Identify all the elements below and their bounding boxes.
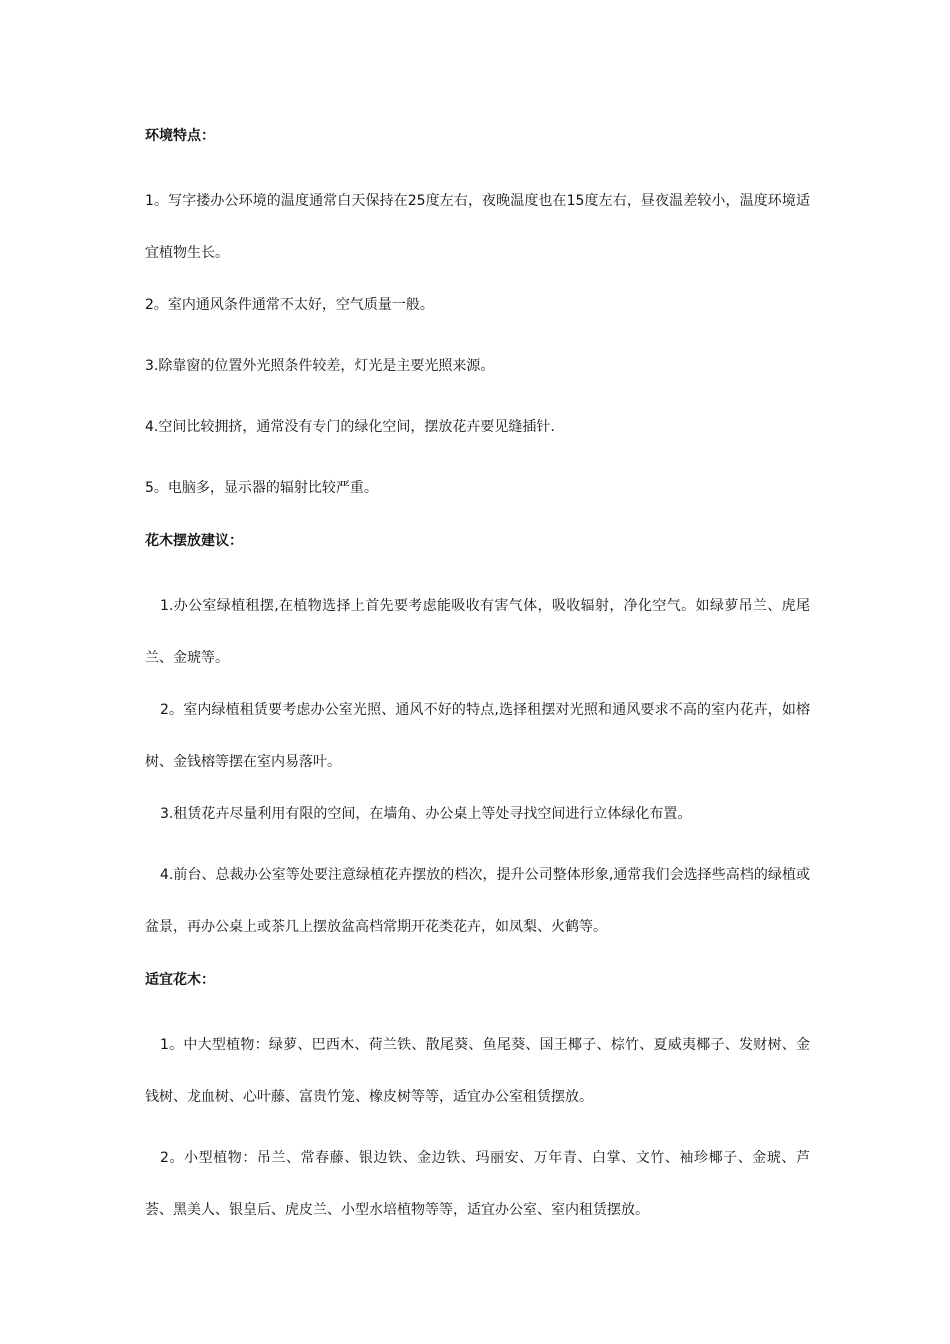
list-item: 1。写字搂办公环境的温度通常白天保持在25度左右，夜晚温度也在15度左右，昼夜温差较小，温度环境适宜植物生长。 [145,193,810,261]
section-heading-placement: 花木摆放建议： [145,533,243,549]
list-item: 3.租赁花卉尽量利用有限的空间，在墙角、办公桌上等处寻找空间进行立体绿化布置。 [160,806,692,822]
list-item: 4.空间比较拥挤，通常没有专门的绿化空间，摆放花卉要见缝插针. [145,419,555,435]
list-item: 4.前台、总裁办公室等处要注意绿植花卉摆放的档次，提升公司整体形象,通常我们会选择些高档的绿植或盆景，再办公桌上或茶几上摆放盆高档常期开花类花卉，如凤梨、火鹤等。 [145,867,810,935]
list-item: 2。室内通风条件通常不太好，空气质量一般。 [145,297,434,313]
list-item: 2。小型植物：吊兰、常春藤、银边铁、金边铁、玛丽安、万年青、白掌、文竹、袖珍椰子、金琥、芦荟、黑美人、银皇后、虎皮兰、小型水培植物等等，适宜办公室、室内租赁摆放。 [145,1150,810,1218]
list-item: 1。中大型植物：绿萝、巴西木、荷兰铁、散尾葵、鱼尾葵、国王椰子、棕竹、夏威夷椰子、发财树、金钱树、龙血树、心叶藤、富贵竹笼、橡皮树等等，适宜办公室租赁摆放。 [145,1037,810,1105]
section-heading-environment: 环境特点： [145,128,215,144]
list-item: 5。电脑多，显示器的辐射比较严重。 [145,480,378,496]
section-heading-suitable-plants: 适宜花木： [145,972,215,988]
list-item: 3.除靠窗的位置外光照条件较差，灯光是主要光照来源。 [145,358,495,374]
list-item: 1.办公室绿植租摆,在植物选择上首先要考虑能吸收有害气体，吸收辐射，净化空气。如绿萝吊兰、虎尾兰、金琥等。 [145,598,810,666]
document-body [145,122,810,1236]
list-item: 2。室内绿植租赁要考虑办公室光照、通风不好的特点,选择租摆对光照和通风要求不高的室内花卉，如榕树、金钱榕等摆在室内易落叶。 [145,702,810,770]
